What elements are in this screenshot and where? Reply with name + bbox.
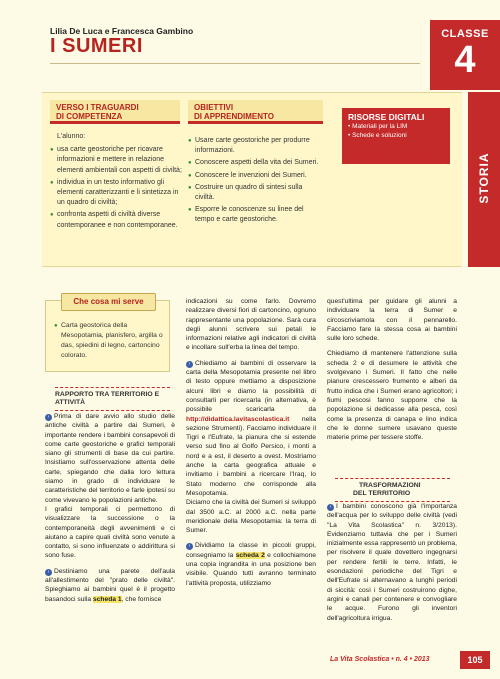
obiettivi-item: ● Conoscere aspetti della vita dei Sumeri. [188,158,323,168]
scheda-1-highlight: scheda 1 [92,595,122,603]
column-3 [327,297,457,442]
column-1 [45,412,175,604]
col1-paragraph-2: I grafici temporali ci permettono di visualizzare la successione o la contemporaneità degli avvenimenti e ci aiutano a capire quali civiltà sono venute a contatto, si sono influenzate o addirittura si sono fuse. [45,505,175,560]
traguardi-heading [50,100,180,124]
column-2 [186,297,316,588]
materials-heading: Che cosa mi serve [61,293,156,311]
obiettivi-item: ● Conoscere le invenzioni dei Sumeri. [188,171,323,181]
step-icon: › [186,361,193,368]
column-3-continued [327,502,457,623]
obiettivi-heading-line2: DI APPRENDIMENTO [194,112,275,121]
obiettivi-item: ● Usare carte geostoriche per produrre informazioni. [188,136,323,156]
obiettivi-heading-line1: OBIETTIVI [194,103,234,112]
step-icon: › [327,504,334,511]
classe-badge [430,20,500,90]
col1-paragraph-1: › Prima di dare avvio allo studio delle antiche civiltà a partire dai Sumeri, è importante rendere i bambini consapevoli di come carte geostoriche e grafici temporali siano gli strumenti di base da cui partire. Insistiamo sull'osservazione attenta delle carte, spiegando che dalla loro lettura siamo in grado di individuare le caratteristiche del territorio e farle ipotesi su come vivevano le popolazioni antiche. [45,413,175,504]
obiettivi-list [188,136,323,228]
scheda-2-highlight: scheda 2 [235,551,265,559]
risorse-item: • Materiali per la LIM [348,123,408,130]
risorse-item: • Schede e soluzioni [348,132,407,139]
classe-number: 4 [454,39,476,81]
section-heading-line1: TRASFORMAZIONI [359,482,421,489]
subject-label: STORIA [477,152,491,204]
materials-box [45,297,170,372]
section-heading-line2: DEL TERRITORIO [353,490,411,497]
step-icon: › [45,569,52,576]
traguardi-heading-line1: VERSO I TRAGUARDI [56,103,139,112]
col2-paragraph-1: indicazioni su come farlo. Dovremo realizzare diversi fiori di cartoncino, ognuno rappresentante una popolazione. Sarà cura degli alunni scrivere sui petali le informazioni relative agli indicatori di civiltà e incollare sull'erba la linea del tempo. [186,298,316,352]
traguardi-item: ● usa carte geostoriche per ricavare informazioni e mettere in relazione elementi ambientali con aspetti di civiltà; [50,145,182,176]
step-icon: › [186,543,193,550]
traguardi-heading-line2: DI COMPETENZA [56,112,123,121]
footer-magazine: La Vita Scolastica • n. 4 • 2013 [330,656,430,663]
obiettivi-heading [188,100,323,124]
risorse-title: RISORSE DIGITALI [348,112,425,122]
materials-text: ● Carta geostorica della Mesopotamia, planisfero, argilla o das, spiedini di legno, cartoncino colorato. [54,321,166,361]
traguardi-list [50,132,182,233]
col3-paragraph-3: › I bambini conoscono già l'importanza dell'acqua per lo sviluppo delle civiltà (vedi "La Vita Scolastica" n. 3/2013). Evidenziamo tuttavia che per i Sumeri inizialmente essa rappresentò un problema, per risolvere il quale dovettero ingegnarsi per rendere fertili le terre. Infatti, le esondazioni periodiche del Tigri e dell'Eufrate si alternavano a lunghi periodi di siccità: così i Sumeri costruirono dighe, argini e canali per contenere e convogliare le acque. Furono gli inventori dell'agricoltura irrigua. [327,503,457,622]
col1-paragraph-3: › Destiniamo una parete dell'aula all'allestimento del "prato delle civiltà". Spieghiamo ai bambini quel è il progetto basandoci sulla scheda 1, che fornisce [45,567,175,603]
traguardi-lead: L'alunno: [57,133,86,140]
title-rule [50,63,420,64]
page-number: 105 [460,651,490,669]
col2-paragraph-4: › Dividiamo la classe in piccoli gruppi, consegniamo la scheda 2 e collochiamone una copia ingrandita in una posizione ben visibile. Quando tutti avranno terminato l'attività proposta, utilizziamo [186,542,317,587]
classe-label: CLASSE [441,28,489,40]
col2-paragraph-3: Diciamo che la civiltà dei Sumeri si sviluppò dal 3500 a.C. al 2000 a.C. nella parte meridionale della Mesopotamia: la terra di Sumer. [186,499,316,535]
authors: Lilia De Luca e Francesca Gambino [50,26,194,36]
obiettivi-item: ● Costruire un quadro di sintesi sulla civiltà. [188,183,323,203]
page-title: I SUMERI [50,35,143,57]
col2-paragraph-2: › Chiediamo ai bambini di osservare la carta della Mesopotamia presente nel libro di testo oppure mettiamo a disposizione alcuni libri e diamo la possibilità di consultarli per ricercarla (in alternativa, è possibile scaricarla da http://didattica.lavitascolastica.it nella sezione Strumenti). Facciamo individuare il Tigri e l'Eufrate, la pianura che si estende verso sud fino al Golfo Persico, i monti a nord e a est, il deserto a ovest. Mostriamo anche la carta geografica attuale e invitiamo i bambini a ricercare l'Iraq, lo Stato moderno che corrisponde alla Mesopotamia. [186,359,316,497]
section-heading-trasformazioni [335,478,450,502]
didattica-link[interactable]: http://didattica.lavitascolastica.it [186,415,290,423]
traguardi-item: ● confronta aspetti di civiltà diverse contemporanee e non contemporanee. [50,210,182,230]
section-heading-rapporto: RAPPORTO TRA TERRITORIO E ATTIVITÀ [55,387,170,411]
col3-paragraph-1: quest'ultima per guidare gli alunni a individuare la terra di Sumer e circoscriviamola con il pennarello. Facciamo fare la stessa cosa ai bambini sulle loro schede. [327,298,457,343]
risorse-link[interactable]: http://didattica.lavitascolastica.it [342,150,438,157]
top-bar [0,0,500,18]
obiettivi-item: ● Esporre le conoscenze su linee del tempo e carte geostoriche. [188,205,323,225]
col3-paragraph-2: Chiediamo di mantenere l'attenzione sulla scheda 2 e di desumere le attività che svolgevano i Sumeri. Il fatto che nelle pianure crescessero frumento e alberi da frutto indica che i Sumeri erano agricoltori; i fiumi pescosi fanno supporre che la popolazione si dedicasse alla pesca, così come la presenza di canapa e lino indica che le donne sumere usavano queste materie prime per tessere stoffe. [327,350,457,442]
step-icon: › [45,414,52,421]
traguardi-item: ● individua in un testo informativo gli elementi caratterizzanti e li sintetizza in un quadro di civiltà; [50,178,182,209]
